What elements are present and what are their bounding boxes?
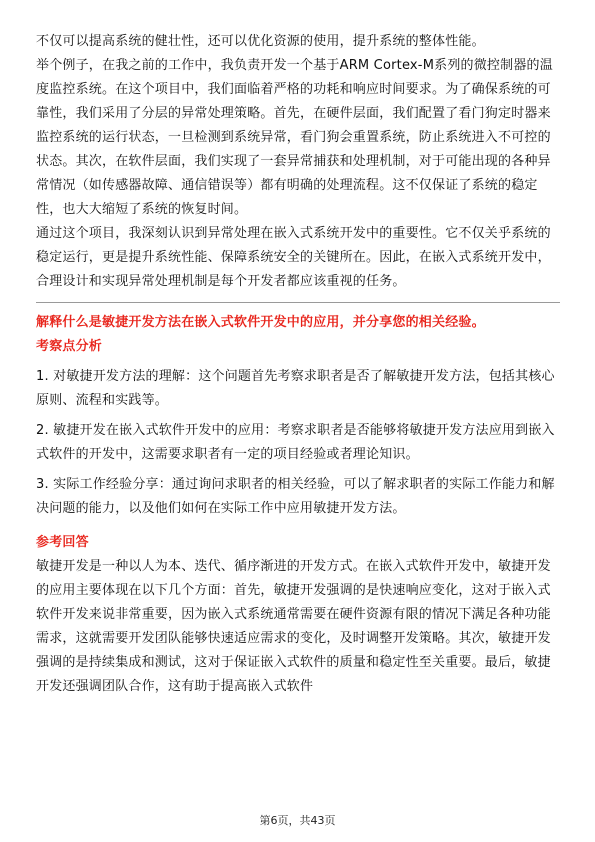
continuation-paragraph-3: 通过这个项目，我深刻认识到异常处理在嵌入式系统开发中的重要性。它不仅关乎系统的稳定运行，更是提升系统性能、保障系统安全的关键所在。因此，在嵌入式系统开发中，合理设计和实现异常处理机制是每个开发者都应该重视的任务。 [36,226,551,289]
analysis-item-1: 1. 对敏捷开发方法的理解：这个问题首先考察求职者是否了解敏捷开发方法，包括其核心原则、流程和实践等。 [36,369,555,408]
continuation-paragraph-1: 不仅可以提高系统的健壮性，还可以优化资源的使用，提升系统的整体性能。 [36,34,485,49]
answer-title: 参考回答 [36,535,89,550]
answer-paragraph: 敏捷开发是一种以人为本、迭代、循序渐进的开发方式。在嵌入式软件开发中，敏捷开发的应用主要体现在以下几个方面：首先，敏捷开发强调的是快速响应变化，这对于嵌入式软件开发来说非常重要，因为嵌入式系统通常需要在硬件资源有限的情况下满足各种功能需求，这就需要开发团队能够快速适应需求的变化，及时调整开发策略。其次，敏捷开发强调的是持续集成和测试，这对于保证嵌入式软件的质量和稳定性至关重要。最后，敏捷开发还强调团队合作，这有助于提高嵌入式软件 [36,559,551,694]
page-number-footer: 第6页，共43页 [259,814,336,827]
analysis-item-2: 2. 敏捷开发在嵌入式软件开发中的应用：考察求职者是否能够将敏捷开发方法应用到嵌入式软件的开发中，这需要求职者有一定的项目经验或者理论知识。 [36,423,555,462]
analysis-item-3: 3. 实际工作经验分享：通过询问求职者的相关经验，可以了解求职者的实际工作能力和解决问题的能力，以及他们如何在实际工作中应用敏捷开发方法。 [36,477,555,516]
section-divider [36,302,560,303]
page-content [36,30,560,699]
analysis-title: 考察点分析 [36,339,103,354]
continuation-paragraph-2: 举个例子，在我之前的工作中，我负责开发一个基于ARM Cortex-M系列的微控制器的温度监控系统。在这个项目中，我们面临着严格的功耗和响应时间要求。为了确保系统的可靠性，我们采用了分层的异常处理策略。首先，在硬件层面，我们配置了看门狗定时器来监控系统的运行状态，一旦检测到系统异常，看门狗会重置系统，防止系统进入不可控的状态。其次，在软件层面，我们实现了一套异常捕获和处理机制，对于可能出现的各种异常情况（如传感器故障、通信错误等）都有明确的处理流程。这不仅保证了系统的稳定性，也大大缩短了系统的恢复时间。 [36,58,553,217]
question-heading: 解释什么是敏捷开发方法在嵌入式软件开发中的应用，并分享您的相关经验。 [36,315,485,330]
